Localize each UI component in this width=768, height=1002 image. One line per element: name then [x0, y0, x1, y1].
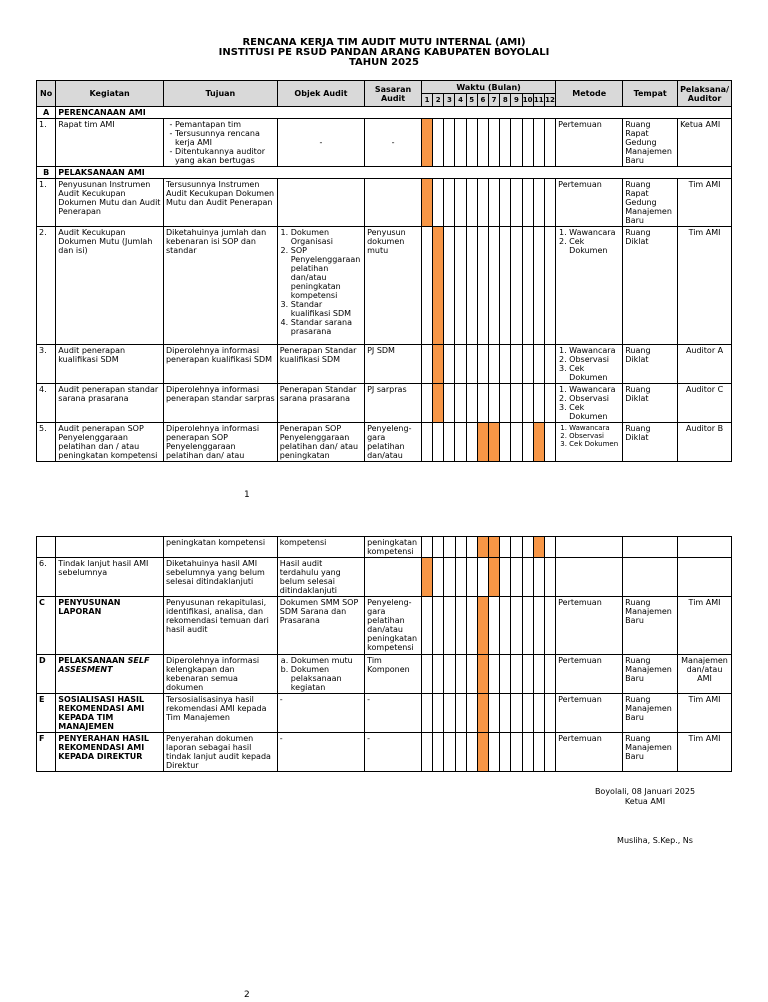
objek-item: a. Dokumen mutu — [291, 656, 362, 665]
table-row — [37, 537, 732, 558]
month-cell — [544, 558, 555, 597]
header-tempat: Tempat — [623, 81, 678, 107]
row-pelaksana: Tim AMI — [678, 733, 732, 772]
page-number: 1 — [244, 490, 250, 500]
month-cell — [511, 655, 522, 694]
row-tempat: Ruang Diklat — [623, 423, 678, 462]
month-cell — [511, 733, 522, 772]
signature-name: Musliha, S.Kep., Ns — [617, 836, 693, 845]
month-cell — [477, 345, 488, 384]
tujuan-item: - Ditentukannya auditor yang akan bertugas — [175, 147, 275, 165]
month-cell — [455, 227, 466, 345]
month-cell — [533, 558, 544, 597]
row-tempat: Ruang Diklat — [623, 384, 678, 423]
row-kegiatan: Penyusunan Instrumen Audit Kecukupan Dokumen Mutu dan Audit Penerapan — [56, 179, 164, 227]
row-objek: - — [277, 694, 364, 733]
row-pelaksana: Ketua AMI — [678, 119, 732, 167]
month-cell — [433, 345, 444, 384]
month-cell — [433, 558, 444, 597]
month-cell — [533, 179, 544, 227]
metode-item: 2. Observasi — [569, 394, 620, 403]
month-cell — [466, 733, 477, 772]
month-cell — [466, 694, 477, 733]
row-pelaksana: Manajemen dan/atau AMI — [678, 655, 732, 694]
row-no: 1. — [37, 119, 56, 167]
month-cell — [500, 537, 511, 558]
month-cell — [444, 655, 455, 694]
month-cell — [489, 655, 500, 694]
row-sasaran: PJ SDM — [365, 345, 422, 384]
month-cell — [489, 537, 500, 558]
table-row — [37, 423, 732, 462]
month-cell — [466, 423, 477, 462]
month-cell — [433, 179, 444, 227]
month-cell — [466, 558, 477, 597]
month-cell — [522, 384, 533, 423]
month-cell — [500, 694, 511, 733]
table-row — [37, 558, 732, 597]
row-pelaksana: Tim AMI — [678, 227, 732, 345]
month-cell — [522, 694, 533, 733]
month-cell — [500, 119, 511, 167]
month-cell — [444, 733, 455, 772]
month-cell — [489, 179, 500, 227]
row-pelaksana: Tim AMI — [678, 179, 732, 227]
month-cell — [455, 694, 466, 733]
row-kegiatan: Audit penerapan standar sarana prasarana — [56, 384, 164, 423]
row-sasaran: - — [365, 733, 422, 772]
table-row — [37, 227, 732, 345]
header-objek-audit: Objek Audit — [277, 81, 364, 107]
metode-item: 3. Cek Dokumen — [569, 440, 620, 448]
section-label: PERENCANAAN AMI — [56, 107, 732, 119]
row-metode: Pertemuan — [556, 179, 623, 227]
month-cell — [522, 345, 533, 384]
month-cell — [500, 384, 511, 423]
month-cell — [500, 179, 511, 227]
row-sasaran: Penyeleng-gara pelatihan dan/atau peningkatan kompetensi — [365, 597, 422, 655]
month-cell — [544, 227, 555, 345]
row-sasaran: Tim Komponen — [365, 655, 422, 694]
month-header: 7 — [489, 94, 500, 107]
month-cell — [533, 227, 544, 345]
month-cell — [433, 423, 444, 462]
month-cell — [455, 597, 466, 655]
month-header: 6 — [477, 94, 488, 107]
month-cell — [433, 119, 444, 167]
table-row — [37, 179, 732, 227]
month-cell — [489, 423, 500, 462]
row-sasaran: peningkatan kompetensi — [365, 537, 422, 558]
month-cell — [433, 227, 444, 345]
month-cell — [444, 345, 455, 384]
month-header: 11 — [533, 94, 544, 107]
header-metode: Metode — [556, 81, 623, 107]
month-cell — [500, 597, 511, 655]
row-sasaran: - — [365, 119, 422, 167]
row-tujuan: Penyusunan rekapitulasi, identifikasi, analisa, dan rekomendasi temuan dari hasil audit — [164, 597, 278, 655]
row-no: E — [37, 694, 56, 733]
page-number: 2 — [244, 990, 250, 1000]
month-header: 4 — [455, 94, 466, 107]
month-cell — [477, 597, 488, 655]
row-no: 4. — [37, 384, 56, 423]
month-cell — [444, 558, 455, 597]
row-tempat: Ruang Manajemen Baru — [623, 694, 678, 733]
row-no: 5. — [37, 423, 56, 462]
table-row — [37, 384, 732, 423]
month-cell — [489, 345, 500, 384]
kegiatan-text-italic: SELF ASSESMENT — [58, 656, 150, 674]
month-cell — [522, 655, 533, 694]
month-cell — [489, 733, 500, 772]
section-no: A — [37, 107, 56, 119]
row-objek: Hasil audit terdahulu yang belum selesai ditindaklanjuti — [277, 558, 364, 597]
month-cell — [533, 119, 544, 167]
month-cell — [433, 733, 444, 772]
row-sasaran: - — [365, 694, 422, 733]
month-cell — [477, 558, 488, 597]
row-sasaran: PJ sarpras — [365, 384, 422, 423]
month-cell — [466, 345, 477, 384]
row-tempat: Ruang Diklat — [623, 345, 678, 384]
row-tujuan: Diketahuinya jumlah dan kebenaran isi SOP dan standar — [163, 227, 277, 345]
month-header: 10 — [522, 94, 533, 107]
month-cell — [544, 179, 555, 227]
header-pelaksana: Pelaksana/ Auditor — [678, 81, 732, 107]
month-cell — [444, 227, 455, 345]
month-cell — [466, 597, 477, 655]
month-cell — [522, 558, 533, 597]
row-no: F — [37, 733, 56, 772]
month-cell — [477, 694, 488, 733]
objek-item: 1. Dokumen Organisasi — [291, 228, 362, 246]
row-metode — [556, 384, 623, 423]
row-objek: Penerapan Standar kualifikasi SDM — [277, 345, 364, 384]
month-cell — [477, 179, 488, 227]
metode-item: 3. Cek Dokumen — [569, 403, 620, 421]
metode-item: 2. Observasi — [569, 355, 620, 364]
month-cell — [533, 655, 544, 694]
month-cell — [489, 119, 500, 167]
month-cell — [455, 655, 466, 694]
signature-place-date: Boyolali, 08 Januari 2025 — [594, 787, 696, 796]
month-cell — [421, 227, 432, 345]
kegiatan-text: PELAKSANAAN — [58, 656, 128, 665]
objek-item: 4. Standar sarana prasarana — [291, 318, 362, 336]
metode-item: 2. Observasi — [569, 432, 620, 440]
signature-role: Ketua AMI — [624, 797, 666, 806]
month-cell — [533, 733, 544, 772]
row-metode: Pertemuan — [556, 694, 623, 733]
month-cell — [466, 537, 477, 558]
month-cell — [511, 597, 522, 655]
month-header: 1 — [421, 94, 432, 107]
month-cell — [421, 119, 432, 167]
month-cell — [511, 537, 522, 558]
row-tujuan: Tersusunnya Instrumen Audit Kecukupan Dokumen Mutu dan Audit Penerapan — [163, 179, 277, 227]
month-cell — [455, 345, 466, 384]
metode-item: 1. Wawancara — [569, 346, 620, 355]
row-no: D — [37, 655, 56, 694]
row-pelaksana: Auditor B — [678, 423, 732, 462]
month-cell — [544, 423, 555, 462]
month-cell — [522, 179, 533, 227]
row-tujuan: Diperolehnya informasi penerapan SOP Penyelenggaraan pelatihan dan/ atau — [163, 423, 277, 462]
row-kegiatan: SOSIALISASI HASIL REKOMENDASI AMI KEPADA TIM MANAJEMEN — [56, 694, 164, 733]
metode-item: 1. Wawancara — [569, 385, 620, 394]
month-cell — [533, 384, 544, 423]
row-no: 6. — [37, 558, 56, 597]
row-objek: - — [277, 119, 364, 167]
month-cell — [444, 119, 455, 167]
tujuan-item: - Pemantapan tim — [175, 120, 275, 129]
month-cell — [489, 597, 500, 655]
row-kegiatan: Tindak lanjut hasil AMI sebelumnya — [56, 558, 164, 597]
row-tujuan: Diperolehnya informasi penerapan kualifikasi SDM — [163, 345, 277, 384]
row-no: 3. — [37, 345, 56, 384]
month-cell — [422, 537, 433, 558]
month-cell — [489, 694, 500, 733]
metode-item: 3. Cek Dokumen — [569, 364, 620, 382]
month-cell — [466, 227, 477, 345]
header-kegiatan: Kegiatan — [56, 81, 164, 107]
month-cell — [433, 597, 444, 655]
header-waktu: Waktu (Bulan) — [421, 81, 555, 94]
month-header: 3 — [444, 94, 455, 107]
month-cell — [433, 694, 444, 733]
row-tempat: Ruang Manajemen Baru — [623, 655, 678, 694]
row-tujuan: peningkatan kompetensi — [164, 537, 278, 558]
row-tempat: Ruang Manajemen Baru — [623, 733, 678, 772]
month-cell — [489, 384, 500, 423]
month-cell — [477, 119, 488, 167]
row-metode: Pertemuan — [556, 597, 623, 655]
month-cell — [544, 537, 555, 558]
month-cell — [433, 655, 444, 694]
objek-item: 3. Standar kualifikasi SDM — [291, 300, 362, 318]
month-cell — [533, 423, 544, 462]
month-cell — [500, 345, 511, 384]
month-cell — [522, 597, 533, 655]
table-row — [37, 119, 732, 167]
month-cell — [489, 558, 500, 597]
month-cell — [522, 733, 533, 772]
month-cell — [544, 119, 555, 167]
month-cell — [511, 384, 522, 423]
objek-item: b. Dokumen pelaksanaan kegiatan — [291, 665, 362, 692]
month-cell — [455, 733, 466, 772]
month-cell — [522, 119, 533, 167]
month-cell — [455, 558, 466, 597]
section-label: PELAKSANAAN AMI — [56, 167, 732, 179]
row-tujuan: Diperolehnya informasi kelengkapan dan kebenaran semua dokumen — [164, 655, 278, 694]
row-sasaran: Penyeleng-gara pelatihan dan/atau — [365, 423, 422, 462]
month-cell — [477, 655, 488, 694]
row-tujuan: Diketahuinya hasil AMI sebelumnya yang belum selesai ditindaklanjuti — [164, 558, 278, 597]
row-kegiatan: PENYUSUNAN LAPORAN — [56, 597, 164, 655]
month-header: 8 — [500, 94, 511, 107]
header-no: No — [37, 81, 56, 107]
work-plan-table-page1 — [36, 80, 732, 462]
month-cell — [477, 384, 488, 423]
row-kegiatan: Rapat tim AMI — [56, 119, 164, 167]
metode-item: 2. Cek Dokumen — [569, 237, 620, 255]
doc-year: TAHUN 2025 — [349, 57, 419, 68]
row-pelaksana: Auditor A — [678, 345, 732, 384]
row-metode: Pertemuan — [556, 733, 623, 772]
month-cell — [533, 694, 544, 733]
month-cell — [466, 384, 477, 423]
month-cell — [544, 345, 555, 384]
month-cell — [522, 227, 533, 345]
month-cell — [455, 423, 466, 462]
month-cell — [444, 694, 455, 733]
row-objek: Penerapan SOP Penyelenggaraan pelatihan dan/ atau peningkatan — [277, 423, 364, 462]
month-cell — [455, 384, 466, 423]
month-cell — [421, 384, 432, 423]
row-metode — [556, 227, 623, 345]
header-sasaran-audit: Sasaran Audit — [365, 81, 422, 107]
month-cell — [511, 179, 522, 227]
month-cell — [500, 558, 511, 597]
month-header: 2 — [433, 94, 444, 107]
row-pelaksana: Tim AMI — [678, 694, 732, 733]
month-header: 5 — [466, 94, 477, 107]
month-cell — [455, 119, 466, 167]
month-cell — [421, 179, 432, 227]
tujuan-item: - Tersusunnya rencana kerja AMI — [175, 129, 275, 147]
row-tujuan: Tersosialisasinya hasil rekomendasi AMI kepada Tim Manajemen — [164, 694, 278, 733]
row-metode: Pertemuan — [556, 119, 623, 167]
row-objek: kompetensi — [277, 537, 364, 558]
month-cell — [511, 694, 522, 733]
month-cell — [544, 655, 555, 694]
table-row — [37, 733, 732, 772]
row-objek: - — [277, 733, 364, 772]
month-cell — [544, 384, 555, 423]
month-cell — [500, 227, 511, 345]
row-tempat: Ruang Rapat Gedung Manajemen Baru — [623, 119, 678, 167]
month-cell — [422, 597, 433, 655]
row-objek: Dokumen SMM SOP SDM Sarana dan Prasarana — [277, 597, 364, 655]
month-cell — [500, 733, 511, 772]
row-tempat: Ruang Diklat — [623, 227, 678, 345]
month-cell — [511, 119, 522, 167]
row-tempat: Ruang Rapat Gedung Manajemen Baru — [623, 179, 678, 227]
month-cell — [421, 345, 432, 384]
month-cell — [522, 537, 533, 558]
metode-item: 1. Wawancara — [569, 228, 620, 237]
row-metode — [556, 345, 623, 384]
row-kegiatan: Audit penerapan SOP Penyelenggaraan pelatihan dan / atau peningkatan kompetensi — [56, 423, 164, 462]
month-cell — [477, 227, 488, 345]
row-kegiatan — [56, 655, 164, 694]
row-tujuan: Diperolehnya informasi penerapan standar sarpras — [163, 384, 277, 423]
row-tujuan — [163, 119, 277, 167]
month-cell — [511, 345, 522, 384]
row-metode: Pertemuan — [556, 655, 623, 694]
table-row — [37, 694, 732, 733]
month-cell — [533, 597, 544, 655]
month-cell — [433, 384, 444, 423]
month-cell — [489, 227, 500, 345]
month-cell — [544, 597, 555, 655]
month-cell — [422, 558, 433, 597]
section-no: B — [37, 167, 56, 179]
objek-item: 2. SOP Penyelenggaraan pelatihan dan/atau peningkatan kompetensi — [291, 246, 362, 300]
month-cell — [422, 694, 433, 733]
month-cell — [444, 179, 455, 227]
row-sasaran: Penyusun dokumen mutu — [365, 227, 422, 345]
month-cell — [466, 179, 477, 227]
table-row — [37, 345, 732, 384]
month-cell — [500, 655, 511, 694]
month-cell — [477, 423, 488, 462]
month-cell — [466, 119, 477, 167]
month-cell — [422, 733, 433, 772]
row-tempat: Ruang Manajemen Baru — [623, 597, 678, 655]
month-cell — [544, 733, 555, 772]
row-pelaksana: Auditor C — [678, 384, 732, 423]
month-cell — [533, 537, 544, 558]
row-metode — [556, 423, 623, 462]
metode-item: 1. Wawancara — [569, 424, 620, 432]
month-cell — [455, 179, 466, 227]
month-cell — [421, 423, 432, 462]
row-objek: Penerapan Standar sarana prasarana — [277, 384, 364, 423]
work-plan-table-page2 — [36, 536, 732, 772]
month-cell — [477, 733, 488, 772]
row-kegiatan: Audit penerapan kualifikasi SDM — [56, 345, 164, 384]
month-cell — [544, 694, 555, 733]
month-cell — [511, 558, 522, 597]
month-cell — [511, 423, 522, 462]
month-cell — [433, 537, 444, 558]
doc-institution: INSTITUSI PE RSUD PANDAN ARANG KABUPATEN BOYOLALI — [218, 47, 550, 58]
month-cell — [444, 597, 455, 655]
month-cell — [455, 537, 466, 558]
row-no: C — [37, 597, 56, 655]
month-cell — [511, 227, 522, 345]
month-cell — [500, 423, 511, 462]
month-cell — [466, 655, 477, 694]
row-objek — [277, 655, 364, 694]
row-tujuan: Penyerahan dokumen laporan sebagai hasil tindak lanjut audit kepada Direktur — [164, 733, 278, 772]
month-cell — [444, 537, 455, 558]
month-cell — [477, 537, 488, 558]
table-row — [37, 597, 732, 655]
month-cell — [422, 655, 433, 694]
row-no: 1. — [37, 179, 56, 227]
month-header: 9 — [511, 94, 522, 107]
month-cell — [444, 423, 455, 462]
month-cell — [533, 345, 544, 384]
row-no: 2. — [37, 227, 56, 345]
month-cell — [444, 384, 455, 423]
row-kegiatan: PENYERAHAN HASIL REKOMENDASI AMI KEPADA DIREKTUR — [56, 733, 164, 772]
row-kegiatan: Audit Kecukupan Dokumen Mutu (Jumlah dan isi) — [56, 227, 164, 345]
doc-title: RENCANA KERJA TIM AUDIT MUTU INTERNAL (AMI) — [242, 37, 526, 48]
month-header: 12 — [544, 94, 555, 107]
header-tujuan: Tujuan — [163, 81, 277, 107]
row-pelaksana: Tim AMI — [678, 597, 732, 655]
row-objek — [277, 227, 364, 345]
table-row — [37, 655, 732, 694]
month-cell — [522, 423, 533, 462]
